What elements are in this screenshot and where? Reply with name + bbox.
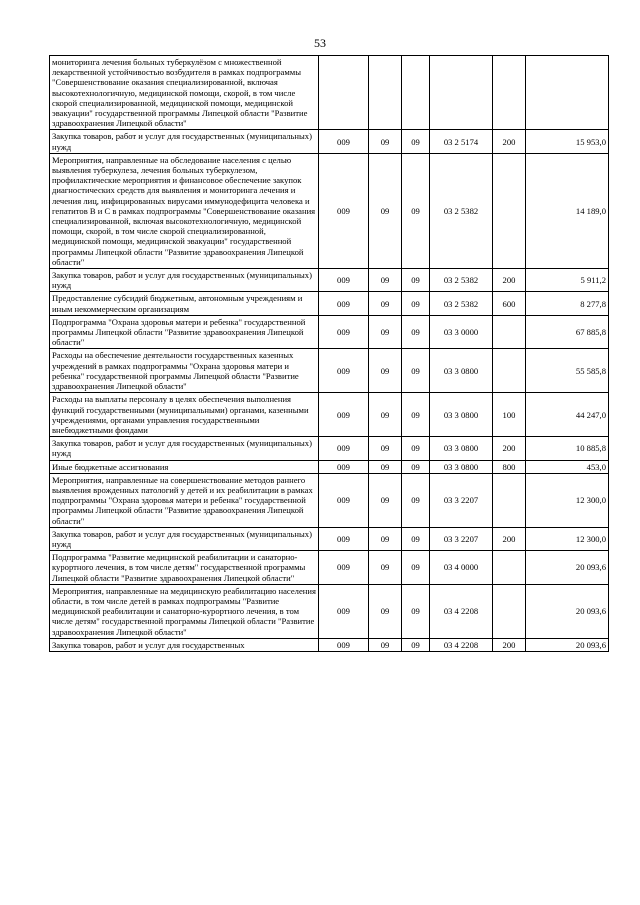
subsection-code: 09	[402, 292, 430, 315]
subsection-code	[402, 56, 430, 130]
amount: 10 885,8	[526, 437, 609, 460]
ministry-code: 009	[319, 460, 369, 473]
section-code: 09	[369, 527, 402, 550]
page-number: 53	[314, 36, 326, 50]
row-name: Закупка товаров, работ и услуг для государственных (муниципальных) нужд	[50, 130, 319, 153]
ministry-code: 009	[319, 551, 369, 585]
amount: 20 093,6	[526, 638, 609, 651]
subsection-code: 09	[402, 551, 430, 585]
table-row	[50, 292, 609, 315]
ministry-code	[319, 56, 369, 130]
amount	[526, 56, 609, 130]
expense-type	[493, 56, 526, 130]
table-row	[50, 460, 609, 473]
target-article	[430, 56, 493, 130]
ministry-code: 009	[319, 269, 369, 292]
target-article: 03 3 0800	[430, 393, 493, 437]
section-code: 09	[369, 269, 402, 292]
section-code: 09	[369, 292, 402, 315]
amount: 15 953,0	[526, 130, 609, 153]
table-row	[50, 349, 609, 393]
section-code: 09	[369, 315, 402, 349]
target-article: 03 2 5382	[430, 269, 493, 292]
expense-type	[493, 315, 526, 349]
expense-type: 200	[493, 130, 526, 153]
expense-type: 200	[493, 527, 526, 550]
subsection-code: 09	[402, 130, 430, 153]
table-row	[50, 56, 609, 130]
section-code: 09	[369, 584, 402, 638]
subsection-code: 09	[402, 460, 430, 473]
table-row	[50, 473, 609, 527]
amount: 5 911,2	[526, 269, 609, 292]
target-article: 03 4 2208	[430, 584, 493, 638]
table-row	[50, 551, 609, 585]
row-name: мониторинга лечения больных туберкулёзом с множественной лекарственной устойчивостью возбудителя в рамках подпрограммы "Совершенствование оказания специализированной, включая высокотехнологичную, медицинской помощи, скорой, в том числе скорой специализированной, медицинской помощи, медицинской эвакуации" государственной программы Липецкой области "Развитие здравоохранения Липецкой области"	[50, 56, 319, 130]
table-row	[50, 315, 609, 349]
row-name: Предоставление субсидий бюджетным, автономным учреждениям и иным некоммерческим организациям	[50, 292, 319, 315]
table-row	[50, 437, 609, 460]
row-name: Закупка товаров, работ и услуг для государственных (муниципальных) нужд	[50, 527, 319, 550]
row-name: Мероприятия, направленные на обследование населения с целью выявления туберкулеза, лечения больных туберкулезом, профилактические мероприятия и финансовое обеспечение закупок диагностических средств для выявления и мониторинга лечения и лечения лиц, инфицированных вирусами иммунодефицита человека и гепатитов В и С в рамках подпрограммы "Совершенствование оказания специализированной, включая высокотехнологичную, медицинской помощи, скорой, в том числе скорой специализированной, медицинской помощи, медицинской эвакуации" государственной программы Липецкой области "Развитие здравоохранения Липецкой области"	[50, 153, 319, 268]
ministry-code: 009	[319, 527, 369, 550]
amount: 67 885,8	[526, 315, 609, 349]
ministry-code: 009	[319, 393, 369, 437]
amount: 14 189,0	[526, 153, 609, 268]
ministry-code: 009	[319, 130, 369, 153]
table-row	[50, 269, 609, 292]
subsection-code: 09	[402, 638, 430, 651]
ministry-code: 009	[319, 315, 369, 349]
ministry-code: 009	[319, 292, 369, 315]
amount: 20 093,6	[526, 584, 609, 638]
subsection-code: 09	[402, 269, 430, 292]
expense-type: 800	[493, 460, 526, 473]
amount: 44 247,0	[526, 393, 609, 437]
ministry-code: 009	[319, 584, 369, 638]
ministry-code: 009	[319, 638, 369, 651]
amount: 55 585,8	[526, 349, 609, 393]
amount: 453,0	[526, 460, 609, 473]
amount: 12 300,0	[526, 527, 609, 550]
table-body	[50, 56, 609, 652]
table-row	[50, 130, 609, 153]
subsection-code: 09	[402, 437, 430, 460]
row-name: Иные бюджетные ассигнования	[50, 460, 319, 473]
row-name: Мероприятия, направленные на совершенствование методов раннего выявления врожденных патологий у детей и их реабилитации в рамках подпрограммы "Охрана здоровья матери и ребенка" государственной программы Липецкой области "Развитие здравоохранения Липецкой области"	[50, 473, 319, 527]
row-name: Подпрограмма "Развитие медицинской реабилитации и санаторно-курортного лечения, в том числе детям" государственной программы Липецкой области "Развитие здравоохранения Липецкой области"	[50, 551, 319, 585]
expense-type	[493, 551, 526, 585]
expense-type	[493, 153, 526, 268]
target-article: 03 2 5382	[430, 153, 493, 268]
section-code: 09	[369, 393, 402, 437]
section-code: 09	[369, 349, 402, 393]
ministry-code: 009	[319, 437, 369, 460]
target-article: 03 3 2207	[430, 527, 493, 550]
subsection-code: 09	[402, 153, 430, 268]
row-name: Закупка товаров, работ и услуг для государственных (муниципальных) нужд	[50, 437, 319, 460]
section-code: 09	[369, 551, 402, 585]
expense-type: 600	[493, 292, 526, 315]
section-code: 09	[369, 130, 402, 153]
subsection-code: 09	[402, 315, 430, 349]
row-name: Расходы на обеспечение деятельности государственных казенных учреждений в рамках подпрограммы "Охрана здоровья матери и ребенка" государственной программы Липецкой области "Развитие здравоохранения Липецкой области"	[50, 349, 319, 393]
target-article: 03 2 5382	[430, 292, 493, 315]
row-name: Закупка товаров, работ и услуг для государственных (муниципальных) нужд	[50, 269, 319, 292]
target-article: 03 3 0800	[430, 349, 493, 393]
section-code: 09	[369, 638, 402, 651]
row-name: Расходы на выплаты персоналу в целях обеспечения выполнения функций государственными (муниципальными) органами, казенными учреждениями, органами управления государственными внебюджетными фондами	[50, 393, 319, 437]
expense-type	[493, 349, 526, 393]
expense-type	[493, 473, 526, 527]
amount: 8 277,8	[526, 292, 609, 315]
expense-type: 200	[493, 269, 526, 292]
expense-type: 200	[493, 437, 526, 460]
budget-table	[49, 55, 609, 652]
target-article: 03 4 0000	[430, 551, 493, 585]
subsection-code: 09	[402, 393, 430, 437]
table-row	[50, 638, 609, 651]
section-code: 09	[369, 460, 402, 473]
section-code: 09	[369, 437, 402, 460]
row-name: Закупка товаров, работ и услуг для государственных	[50, 638, 319, 651]
target-article: 03 3 0800	[430, 460, 493, 473]
table-row	[50, 584, 609, 638]
amount: 20 093,6	[526, 551, 609, 585]
section-code: 09	[369, 153, 402, 268]
target-article: 03 4 2208	[430, 638, 493, 651]
ministry-code: 009	[319, 349, 369, 393]
expense-type: 200	[493, 638, 526, 651]
target-article: 03 3 0000	[430, 315, 493, 349]
subsection-code: 09	[402, 349, 430, 393]
expense-type	[493, 584, 526, 638]
table-row	[50, 153, 609, 268]
table-row	[50, 527, 609, 550]
subsection-code: 09	[402, 527, 430, 550]
target-article: 03 3 0800	[430, 437, 493, 460]
row-name: Мероприятия, направленные на медицинскую реабилитацию населения области, в том числе детей в рамках подпрограммы "Развитие медицинской реабилитации и санаторно-курортного лечения, в том числе детям" государственной программы Липецкой области "Развитие здравоохранения Липецкой области"	[50, 584, 319, 638]
subsection-code: 09	[402, 584, 430, 638]
table-row	[50, 393, 609, 437]
expense-type: 100	[493, 393, 526, 437]
subsection-code: 09	[402, 473, 430, 527]
amount: 12 300,0	[526, 473, 609, 527]
target-article: 03 2 5174	[430, 130, 493, 153]
target-article: 03 3 2207	[430, 473, 493, 527]
section-code	[369, 56, 402, 130]
ministry-code: 009	[319, 473, 369, 527]
section-code: 09	[369, 473, 402, 527]
row-name: Подпрограмма "Охрана здоровья матери и ребенка" государственной программы Липецкой области "Развитие здравоохранения Липецкой области"	[50, 315, 319, 349]
ministry-code: 009	[319, 153, 369, 268]
